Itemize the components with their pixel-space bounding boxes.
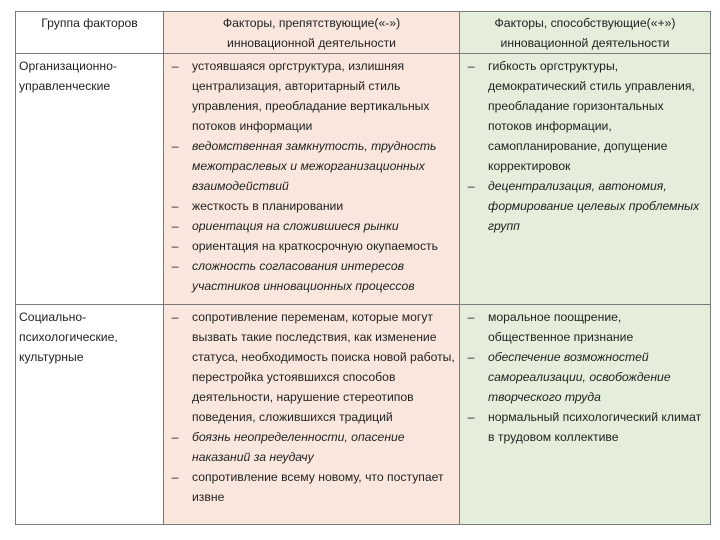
negative-factors-cell — [164, 54, 460, 305]
list-item: – гибкость оргструктуры, демократический стиль управления, преобладание горизонтальных потоков информации, самопланирование, допущение корректировок — [467, 59, 695, 173]
list-item: – ориентация на краткосрочную окупаемость — [171, 239, 438, 253]
list-item: – ведомственная замкнутость, трудность межотраслевых и межорганизационных взаимодействий — [171, 139, 437, 193]
group-label: Организационно- управленческие — [19, 59, 117, 93]
positive-factors-list — [460, 305, 710, 447]
positive-factors-list — [460, 54, 710, 236]
header-group: Группа факторов — [16, 12, 164, 54]
table-row — [16, 54, 711, 305]
list-item: – обеспечение возможностей самореализации, освобождение творческого труда — [467, 350, 671, 404]
header-negative: Факторы, препятствующие(«-») инновационной деятельности — [164, 12, 460, 54]
list-item: – ориентация на сложившиеся рынки — [171, 219, 399, 233]
table-row — [16, 305, 711, 525]
negative-factors-cell — [164, 305, 460, 525]
list-item: – жесткость в планировании — [171, 199, 344, 213]
header-positive: Факторы, способствующие(«+») инновационной деятельности — [460, 12, 711, 54]
list-item: – сопротивление переменам, которые могут вызвать такие последствия, как изменение статуса, необходимость поиска новой работы, перестройка устоявшихся способов деятельности, нарушение стереотипов поведения, сложившихся традиций — [171, 310, 455, 424]
positive-factors-cell — [460, 54, 711, 305]
list-item: – устоявшаяся оргструктура, излишняя централизация, авторитарный стиль управления, преобладание вертикальных потоков информации — [171, 59, 430, 133]
list-item: – моральное поощрение, общественное признание — [467, 310, 634, 344]
list-item: – сопротивление всему новому, что поступает извне — [171, 470, 444, 504]
negative-factors-list — [164, 305, 459, 507]
negative-factors-list — [164, 54, 459, 296]
group-cell — [16, 54, 164, 305]
positive-factors-cell — [460, 305, 711, 525]
factors-table — [15, 11, 711, 525]
group-cell — [16, 305, 164, 525]
group-label: Социально- психологические, культурные — [19, 310, 118, 364]
list-item: – нормальный психологический климат в трудовом коллективе — [467, 410, 702, 444]
list-item: – сложность согласования интересов участников инновационных процессов — [171, 259, 415, 293]
list-item: – децентрализация, автономия, формирование целевых проблемных групп — [467, 179, 700, 233]
table-header-row — [16, 12, 711, 54]
list-item: – боязнь неопределенности, опасение наказаний за неудачу — [171, 430, 405, 464]
